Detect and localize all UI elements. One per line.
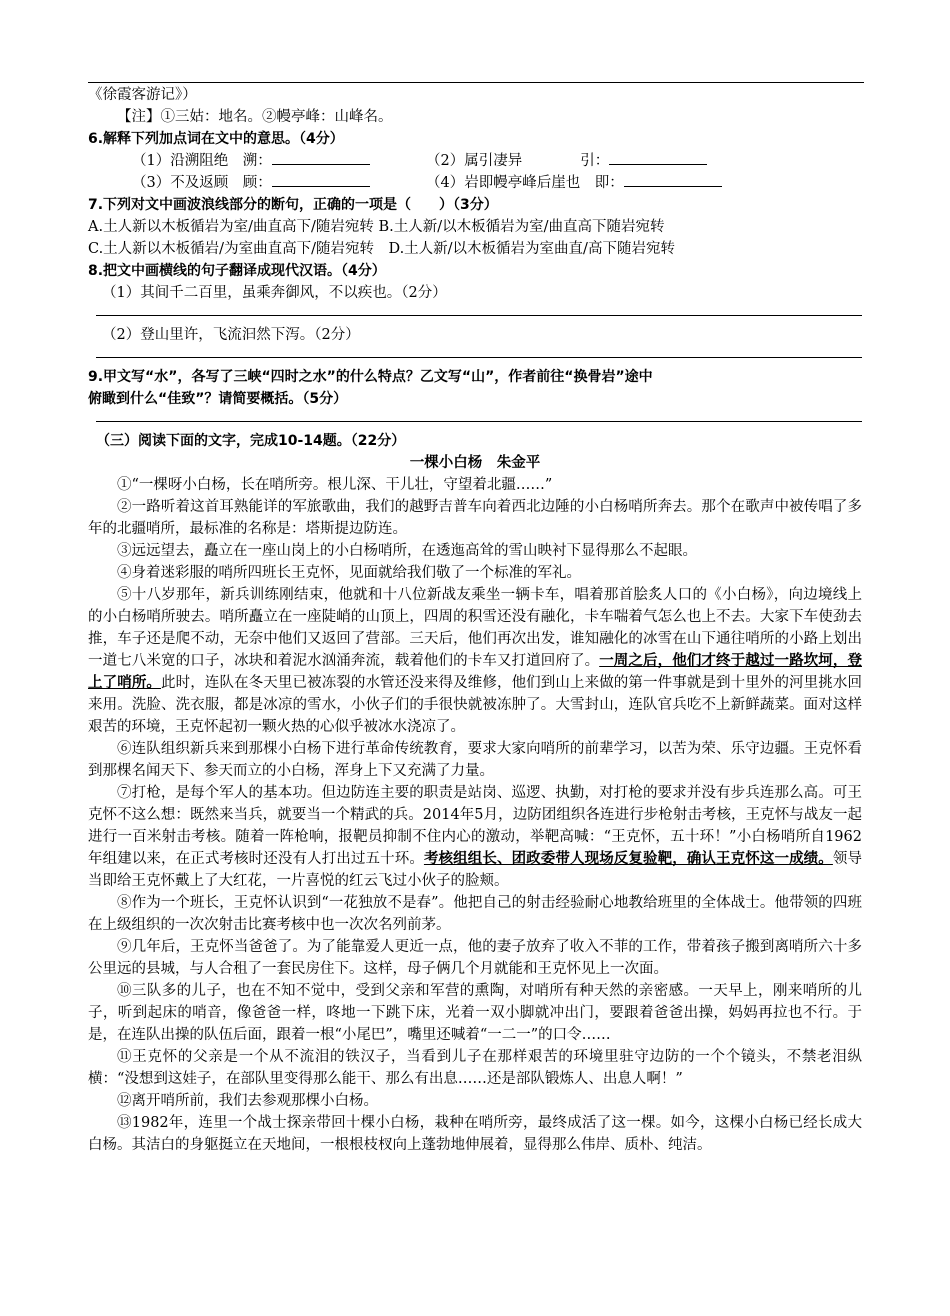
- underlined-sentence: 一周之后，他们才终于越过一路坎坷，登上了哨所。: [88, 652, 862, 691]
- paragraph: ⑥连队组织新兵来到那棵小白杨下进行革命传统教育，要求大家向哨所的前辈学习，以苦为荣、乐守边疆。王克怀看到那棵名闻天下、参天而立的小白杨，浑身上下又充满了力量。: [88, 741, 862, 779]
- q8-title: 8.把文中画横线的句子翻译成现代汉语。（4分）: [88, 263, 386, 279]
- q7-title: 7.下列对文中画波浪线部分的断句，正确的一项是（ ）（3分）: [88, 197, 498, 213]
- paragraph: ⑪王克怀的父亲是一个从不流泪的铁汉子，当看到儿子在那样艰苦的环境里驻守边防的一个个镜头，不禁老泪纵横：“没想到这娃子，在部队里变得那么能干、那么有出息……还是部队锻炼人、出息人啊！”: [88, 1049, 862, 1087]
- paragraph: ⑦打枪，是每个军人的基本功。但边防连主要的职责是站岗、巡逻、执勤，对打枪的要求并没有步兵连那么高。可王克怀不这么想：既然来当兵，就要当一个精武的兵。2014年5月，边防团组织各连进行步枪射击考核，王克怀与战友一起进行一百米射击考核。随着一阵枪响，报靶员抑制不住内心的激动，举靶高喊：“王克怀，五十环！”小白杨哨所自1962年组建以来，在正式考核时还没有人打出过五十环。考核组组长、团政委带人现场反复验靶，确认王克怀这一成绩。领导当即给王克怀戴上了大红花，一片喜悦的红云飞过小伙子的脸颊。: [88, 785, 863, 889]
- q8-sentence-2: （2）登山里许，飞流汩然下泻。（2分）: [102, 327, 360, 343]
- answer-line[interactable]: [96, 356, 862, 358]
- note-line: 【注】①三姑：地名。②幔亭峰：山峰名。: [117, 109, 393, 125]
- q7-options-1: A.土人新以木板循岩为室/曲直高下/随岩宛转 B.土人新/以木板循岩为室/曲直高下随岩宛转: [88, 219, 665, 235]
- article-body: [88, 474, 862, 1156]
- q6-row-2: [88, 172, 862, 194]
- paragraph: ④身着迷彩服的哨所四班长王克怀，见面就给我们敬了一个标准的军礼。: [117, 565, 581, 581]
- paragraph: ①“一棵呀小白杨，长在哨所旁。根儿深、干儿壮，守望着北疆……”: [117, 477, 553, 493]
- article-title: 一棵小白杨 朱金平: [409, 454, 541, 471]
- paragraph: ②一路听着这首耳熟能详的军旅歌曲，我们的越野吉普车向着西北边陲的小白杨哨所奔去。那个在歌声中被传唱了多年的北疆哨所，最标准的名称是：塔斯提边防连。: [88, 499, 862, 537]
- q6-item-3: （3）不及返顾 顾：: [132, 175, 272, 191]
- paragraph: ③远远望去，矗立在一座山岗上的小白杨哨所，在透迤高耸的雪山映衬下显得那么不起眼。: [117, 543, 697, 559]
- answer-line[interactable]: [96, 314, 862, 316]
- q7-options-2: C.土人新以木板循岩/为室曲直高下/随岩宛转 D.土人新/以木板循岩为室曲直/高下随岩宛转: [88, 241, 675, 257]
- paragraph: ⑩三队多的儿子，也在不知不觉中，受到父亲和军营的熏陶，对哨所有种天然的亲密感。一天早上，刚来哨所的儿子，听到起床的哨音，像爸爸一样，咚地一下跳下床，光着一双小脚就冲出门，要跟着爸爸出操，妈妈再拉也不行。于是，在连队出操的队伍后面，跟着一根“小尾巴”，嘴里还喊着“一二一”的口令……: [88, 983, 862, 1043]
- q8-sentence-1: （1）其间千二百里，虽乘奔御风，不以疾也。（2分）: [102, 285, 447, 301]
- q9-line-2: 俯瞰到什么“佳致”？请简要概括。（5分）: [88, 391, 348, 407]
- exam-page: [88, 84, 862, 1156]
- paragraph: ⑨几年后，王克怀当爸爸了。为了能靠爱人更近一点，他的妻子放弃了收入不菲的工作，带着孩子搬到离哨所六十多公里远的县城，与人合租了一套民房住下。这样，母子俩几个月就能和王克怀见上一次面。: [88, 939, 862, 977]
- q6-title: 6.解释下列加点词在文中的意思。（4分）: [88, 131, 344, 147]
- source-line: 《徐霞客游记》）: [88, 87, 197, 103]
- top-rule: [88, 82, 864, 83]
- paragraph: ⑫离开哨所前，我们去参观那棵小白杨。: [117, 1093, 378, 1109]
- underlined-sentence: 考核组组长、团政委带人现场反复验靶，确认王克怀这一成绩。: [423, 850, 833, 867]
- paragraph: ⑬1982年，连里一个战士探亲带回十棵小白杨，栽种在哨所旁，最终成活了这一棵。如今，这棵小白杨已经长成大白杨。其洁白的身躯挺立在天地间，一根根枝杈向上蓬勃地伸展着，显得那么伟岸、质朴、纯洁。: [88, 1115, 862, 1153]
- answer-blank[interactable]: [624, 172, 722, 187]
- paragraph: ⑧作为一个班长，王克怀认识到“一花独放不是春”。他把自己的射击经验耐心地教给班里的全体战士。他带领的四班在上级组织的一次次射击比赛考核中也一次次名列前茅。: [88, 895, 862, 933]
- answer-blank[interactable]: [272, 172, 370, 187]
- paragraph: ⑤十八岁那年，新兵训练刚结束，他就和十八位新战友乘坐一辆卡车，唱着那首脍炙人口的《小白杨》，向边境线上的小白杨哨所驶去。哨所矗立在一座陡峭的山顶上，四周的积雪还没有融化，卡车喘着气怎么也上不去。大家下车使劲去推，车子还是爬不动，无奈中他们又返回了营部。三天后，他们再次出发，谁知融化的冰雪在山下通往哨所的小路上划出一道七八米宽的口子，冰块和着泥水汹涌奔流，载着他们的卡车又打道回府了。一周之后，他们才终于越过一路坎坷，登上了哨所。此时，连队在冬天里已被冻裂的水管还没来得及维修，他们到山上来做的第一件事就是到十里外的河里挑水回来用。洗脸、洗衣服，都是冰凉的雪水，小伙子们的手很快就被冻肿了。大雪封山，连队官兵吃不上新鲜蔬菜。面对这样艰苦的环境，王克怀起初一颗火热的心似乎被冰水浇凉了。: [88, 587, 862, 735]
- answer-line[interactable]: [96, 420, 862, 422]
- answer-blank[interactable]: [609, 150, 707, 165]
- q6-item-1: （1）沿溯阻绝 溯：: [132, 153, 272, 169]
- q9-line-1: 9.甲文写“水”，各写了三峡“四时之水”的什么特点？乙文写“山”，作者前往“换骨岩”途中: [88, 369, 653, 385]
- q6-item-2: （2）属引凄异 引：: [426, 153, 610, 169]
- section3-heading: （三）阅读下面的文字，完成10-14题。（22分）: [96, 433, 406, 449]
- q6-row-1: [88, 150, 862, 172]
- answer-blank[interactable]: [272, 150, 370, 165]
- q6-item-4: （4）岩即幔亭峰后崖也 即：: [426, 175, 624, 191]
